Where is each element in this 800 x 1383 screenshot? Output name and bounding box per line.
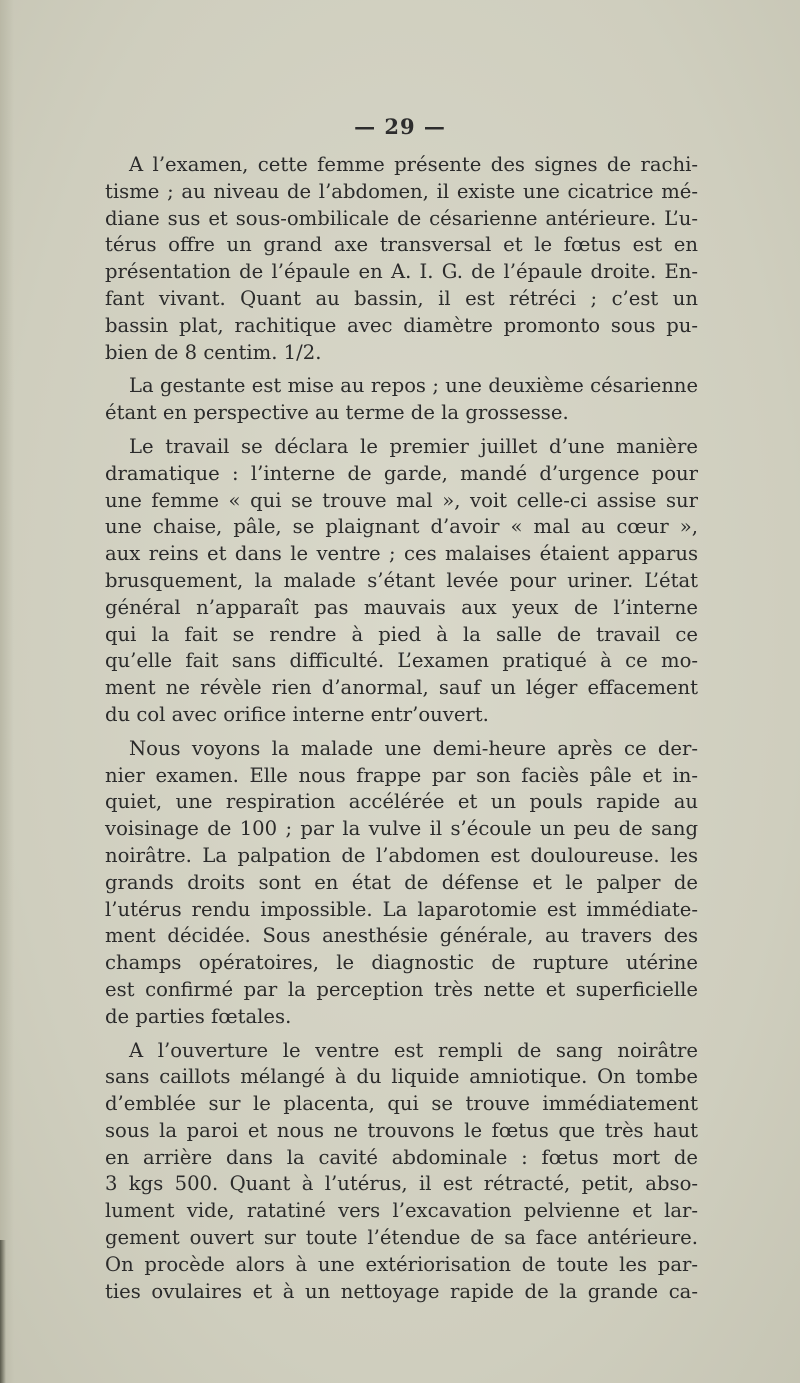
- page-number: — 29 —: [354, 114, 446, 139]
- text-line: ties ovulaires et à un nettoyage rapide de la grande ca-: [105, 1279, 698, 1303]
- text-line: A l’examen, cette femme présente des signes de rachi-: [129, 153, 698, 176]
- text-line: qui la fait se rendre à pied à la salle de travail ce: [105, 622, 698, 646]
- text-line: Nous voyons la malade une demi-heure après ce der-: [129, 736, 698, 760]
- text-line: lument vide, ratatiné vers l’excavation pelvienne et lar-: [105, 1199, 698, 1223]
- text-line: ment décidée. Sous anesthésie générale, au travers des: [105, 924, 698, 948]
- text-line: étant en perspective au terme de la grossesse.: [105, 401, 569, 425]
- text-line: aux reins et dans le ventre ; ces malaises étaient apparus: [105, 542, 698, 566]
- text-line: 3 kgs 500. Quant à l’utérus, il est rétracté, petit, abso-: [105, 1172, 698, 1196]
- page-edge-shadow: [0, 0, 14, 1383]
- paragraph: [105, 152, 698, 366]
- text-line: brusquement, la malade s’étant levée pour uriner. L’état: [105, 568, 698, 592]
- text-line: nier examen. Elle nous frappe par son faciès pâle et in-: [105, 763, 698, 787]
- text-line: d’emblée sur le placenta, qui se trouve immédiatement: [105, 1092, 698, 1116]
- text-line: qu’elle fait sans difficulté. L’examen pratiqué à ce mo-: [105, 649, 698, 673]
- text-line: voisinage de 100 ; par la vulve il s’écoule un peu de sang: [105, 817, 698, 841]
- text-line: présentation de l’épaule en A. I. G. de l’épaule droite. En-: [105, 260, 698, 284]
- paragraph: [105, 736, 698, 1031]
- text-line: tisme ; au niveau de l’abdomen, il existe une cicatrice mé-: [105, 179, 698, 203]
- text-line: bien de 8 centim. 1/2.: [105, 340, 322, 364]
- text-line: gement ouvert sur toute l’étendue de sa face antérieure.: [105, 1226, 698, 1250]
- text-line: quiet, une respiration accélérée et un pouls rapide au: [105, 790, 698, 814]
- text-line: du col avec orifice interne entr’ouvert.: [105, 702, 489, 726]
- text-line: Le travail se déclara le premier juillet d’une manière: [129, 434, 698, 458]
- paragraph: [105, 373, 698, 427]
- text-line: fant vivant. Quant au bassin, il est rétréci ; c’est un: [105, 286, 698, 310]
- text-line: une femme « qui se trouve mal », voit celle-ci assise sur: [105, 488, 698, 512]
- paragraph: [105, 434, 698, 729]
- text-line: térus offre un grand axe transversal et le fœtus est en: [105, 233, 698, 257]
- text-line: de parties fœtales.: [105, 1004, 292, 1028]
- text-line: diane sus et sous-ombilicale de césarienne antérieure. L’u-: [105, 206, 698, 230]
- text-line: l’utérus rendu impossible. La laparotomie est immédiate-: [105, 897, 698, 921]
- text-line: On procède alors à une extériorisation de toute les par-: [105, 1252, 698, 1276]
- text-line: est confirmé par la perception très nette et superficielle: [105, 977, 698, 1001]
- text-line: A l’ouverture le ventre est rempli de sang noirâtre: [129, 1038, 698, 1062]
- text-line: La gestante est mise au repos ; une deuxième césarienne: [129, 374, 698, 398]
- text-line: une chaise, pâle, se plaignant d’avoir « mal au cœur »,: [105, 515, 698, 539]
- text-line: grands droits sont en état de défense et le palper de: [105, 870, 698, 894]
- paragraph: [105, 1038, 698, 1306]
- body-text: [105, 152, 698, 1312]
- text-line: sans caillots mélangé à du liquide amniotique. On tombe: [105, 1065, 698, 1089]
- text-line: bassin plat, rachitique avec diamètre promonto sous pu-: [105, 313, 698, 337]
- text-line: champs opératoires, le diagnostic de rupture utérine: [105, 951, 698, 975]
- page-edge-dark-strip: [0, 1240, 6, 1383]
- text-line: en arrière dans la cavité abdominale : fœtus mort de: [105, 1145, 698, 1169]
- text-line: noirâtre. La palpation de l’abdomen est douloureuse. les: [105, 843, 698, 867]
- text-line: sous la paroi et nous ne trouvons le fœtus que très haut: [105, 1118, 698, 1142]
- text-line: ment ne révèle rien d’anormal, sauf un léger effacement: [105, 676, 698, 700]
- text-line: général n’apparaît pas mauvais aux yeux de l’interne: [105, 595, 698, 619]
- text-line: dramatique : l’interne de garde, mandé d’urgence pour: [105, 461, 698, 485]
